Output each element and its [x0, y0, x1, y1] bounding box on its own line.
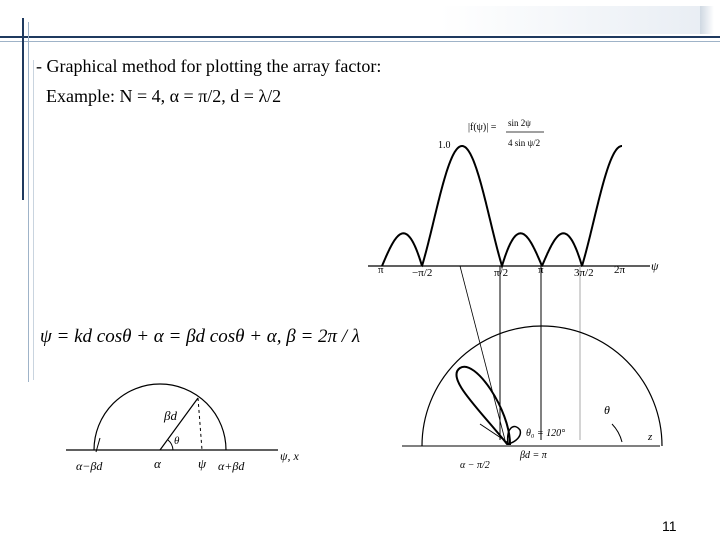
- top-rule-thin: [0, 41, 720, 42]
- top-rule: [0, 36, 720, 38]
- array-factor-figure: [360, 110, 670, 490]
- page-number: 11: [662, 518, 677, 534]
- sketch-alpha: α: [154, 456, 161, 471]
- tick-pi-half: π/2: [494, 267, 509, 279]
- alpha-minus-label: α − π/2: [460, 460, 490, 471]
- tick-pi: π: [538, 264, 544, 276]
- circle-sketch: [58, 378, 338, 498]
- sketch-alpha-minus-beta-d: α−βd: [76, 459, 103, 473]
- left-rule-faint: [33, 60, 34, 380]
- sketch-theta: θ: [174, 435, 180, 447]
- theta0-label: θ₀ = 120°: [526, 428, 566, 439]
- tick-3pi-half: 3π/2: [574, 267, 594, 279]
- sketch-axis-label: ψ, x: [280, 449, 299, 463]
- tick-neg-pi-half: −π/2: [412, 267, 433, 279]
- left-rule: [22, 18, 24, 200]
- af-curve: [382, 146, 622, 266]
- header-gradient: [440, 6, 700, 34]
- left-rule-thin: [28, 22, 29, 382]
- header-gradient-end: [700, 6, 714, 34]
- peak-label: 1.0: [438, 140, 451, 151]
- main-lobe: [456, 367, 510, 444]
- sketch-alpha-plus-beta-d: α+βd: [218, 459, 245, 473]
- af-numerator: sin 2ψ: [508, 118, 531, 128]
- sketch-beta-d: βd: [164, 408, 177, 423]
- tick-2pi: 2π: [614, 264, 626, 276]
- example-line: Example: N = 4, α = π/2, d = λ/2: [46, 86, 282, 106]
- sketch-psi: ψ: [198, 456, 207, 471]
- psi-axis-label: ψ: [651, 259, 659, 273]
- af-denominator: 4 sin ψ/2: [508, 138, 541, 148]
- z-label: z: [648, 431, 653, 443]
- af-label: |f(ψ)| =: [468, 122, 497, 133]
- theta-label: θ: [604, 403, 610, 417]
- tick-neg-pi: π: [378, 264, 384, 276]
- psi-formula: ψ = kd cosθ + α = βd cosθ + α, β = 2π / λ: [40, 326, 361, 347]
- slide-title: - Graphical method for plotting the array factor:: [36, 56, 382, 76]
- betad-label: βd = π: [520, 450, 547, 461]
